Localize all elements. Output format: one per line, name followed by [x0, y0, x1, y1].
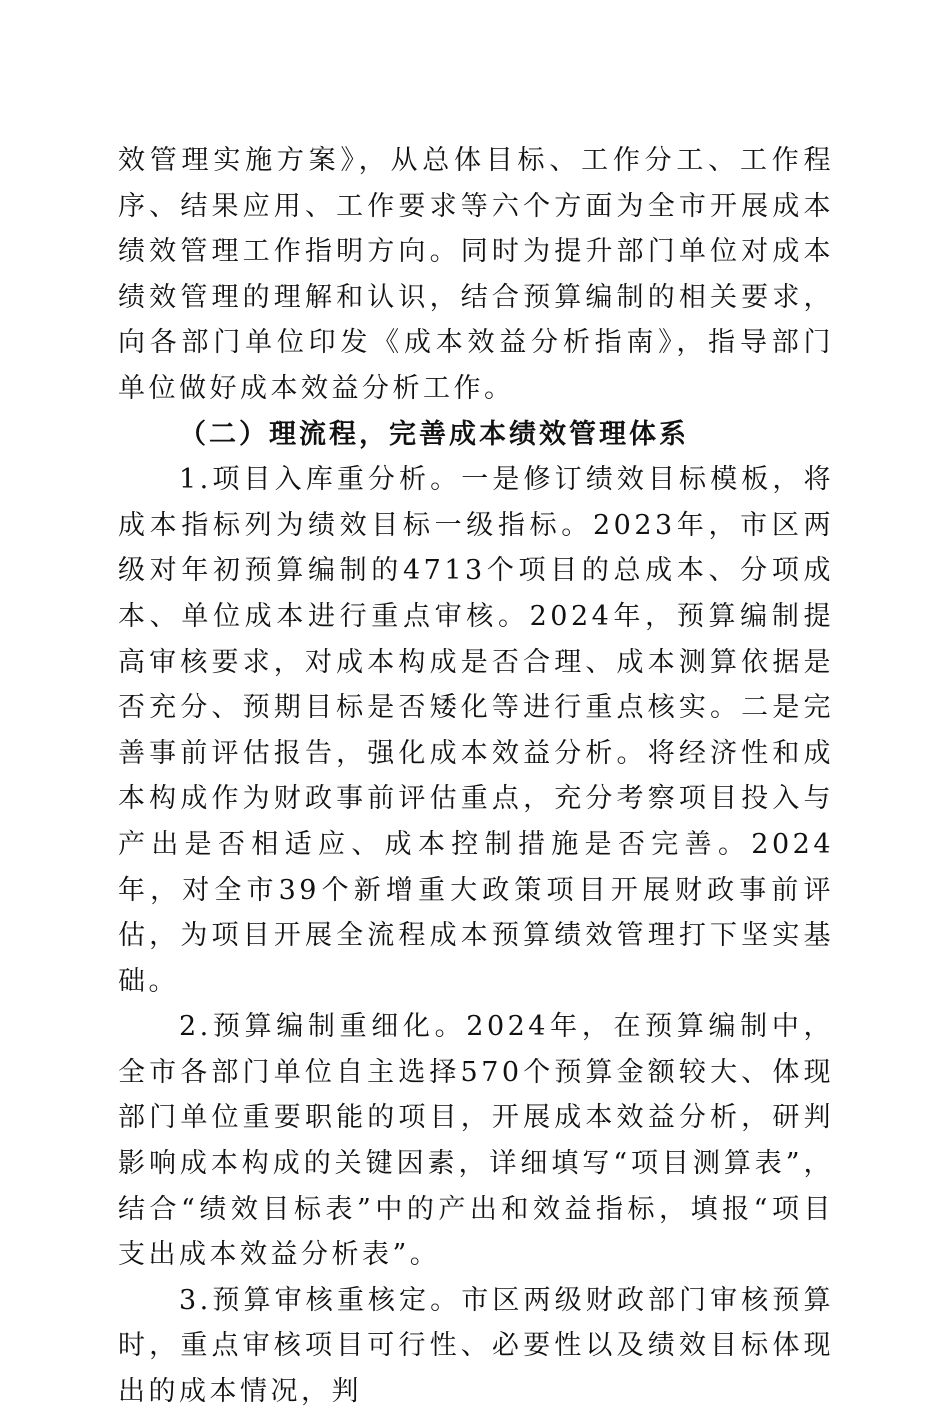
paragraph-plan-continuation: 效管理实施方案》，从总体目标、工作分工、工作程序、结果应用、工作要求等六个方面为全市开展成本绩效管理工作指明方向。同时为提升部门单位对成本绩效管理的理解和认识，结合预算编制的相关要求，向各部门单位印发《成本效益分析指南》，指导部门单位做好成本效益分析工作。: [118, 145, 834, 404]
paragraph-item-3: 3.预算审核重核定。市区两级财政部门审核预算时，重点审核项目可行性、必要性以及绩效目标体现出的成本情况，判: [118, 1284, 834, 1408]
paragraph-item-1: 1.项目入库重分析。一是修订绩效目标模板，将成本指标列为绩效目标一级指标。2023年，市区两级对年初预算编制的4713个项目的总成本、分项成本、单位成本进行重点审核。2024年，预算编制提高审核要求，对成本构成是否合理、成本测算依据是否充分、预期目标是否矮化等进行重点核实。二是完善事前评估报告，强化成本效益分析。将经济性和成本构成作为财政事前评估重点，充分考察项目投入与产出是否相适应、成本控制措施是否完善。2024年，对全市39个新增重大政策项目开展财政事前评估，为项目开展全流程成本预算绩效管理打下坚实基础。: [118, 464, 834, 997]
section-heading-2: （二）理流程，完善成本绩效管理体系: [179, 418, 689, 450]
document-body: [118, 138, 834, 1415]
paragraph-item-2: 2.预算编制重细化。2024年，在预算编制中，全市各部门单位自主选择570个预算金额较大、体现部门单位重要职能的项目，开展成本效益分析，研判影响成本构成的关键因素，详细填写“项目测算表”，结合“绩效目标表”中的产出和效益指标，填报“项目支出成本效益分析表”。: [118, 1011, 834, 1271]
